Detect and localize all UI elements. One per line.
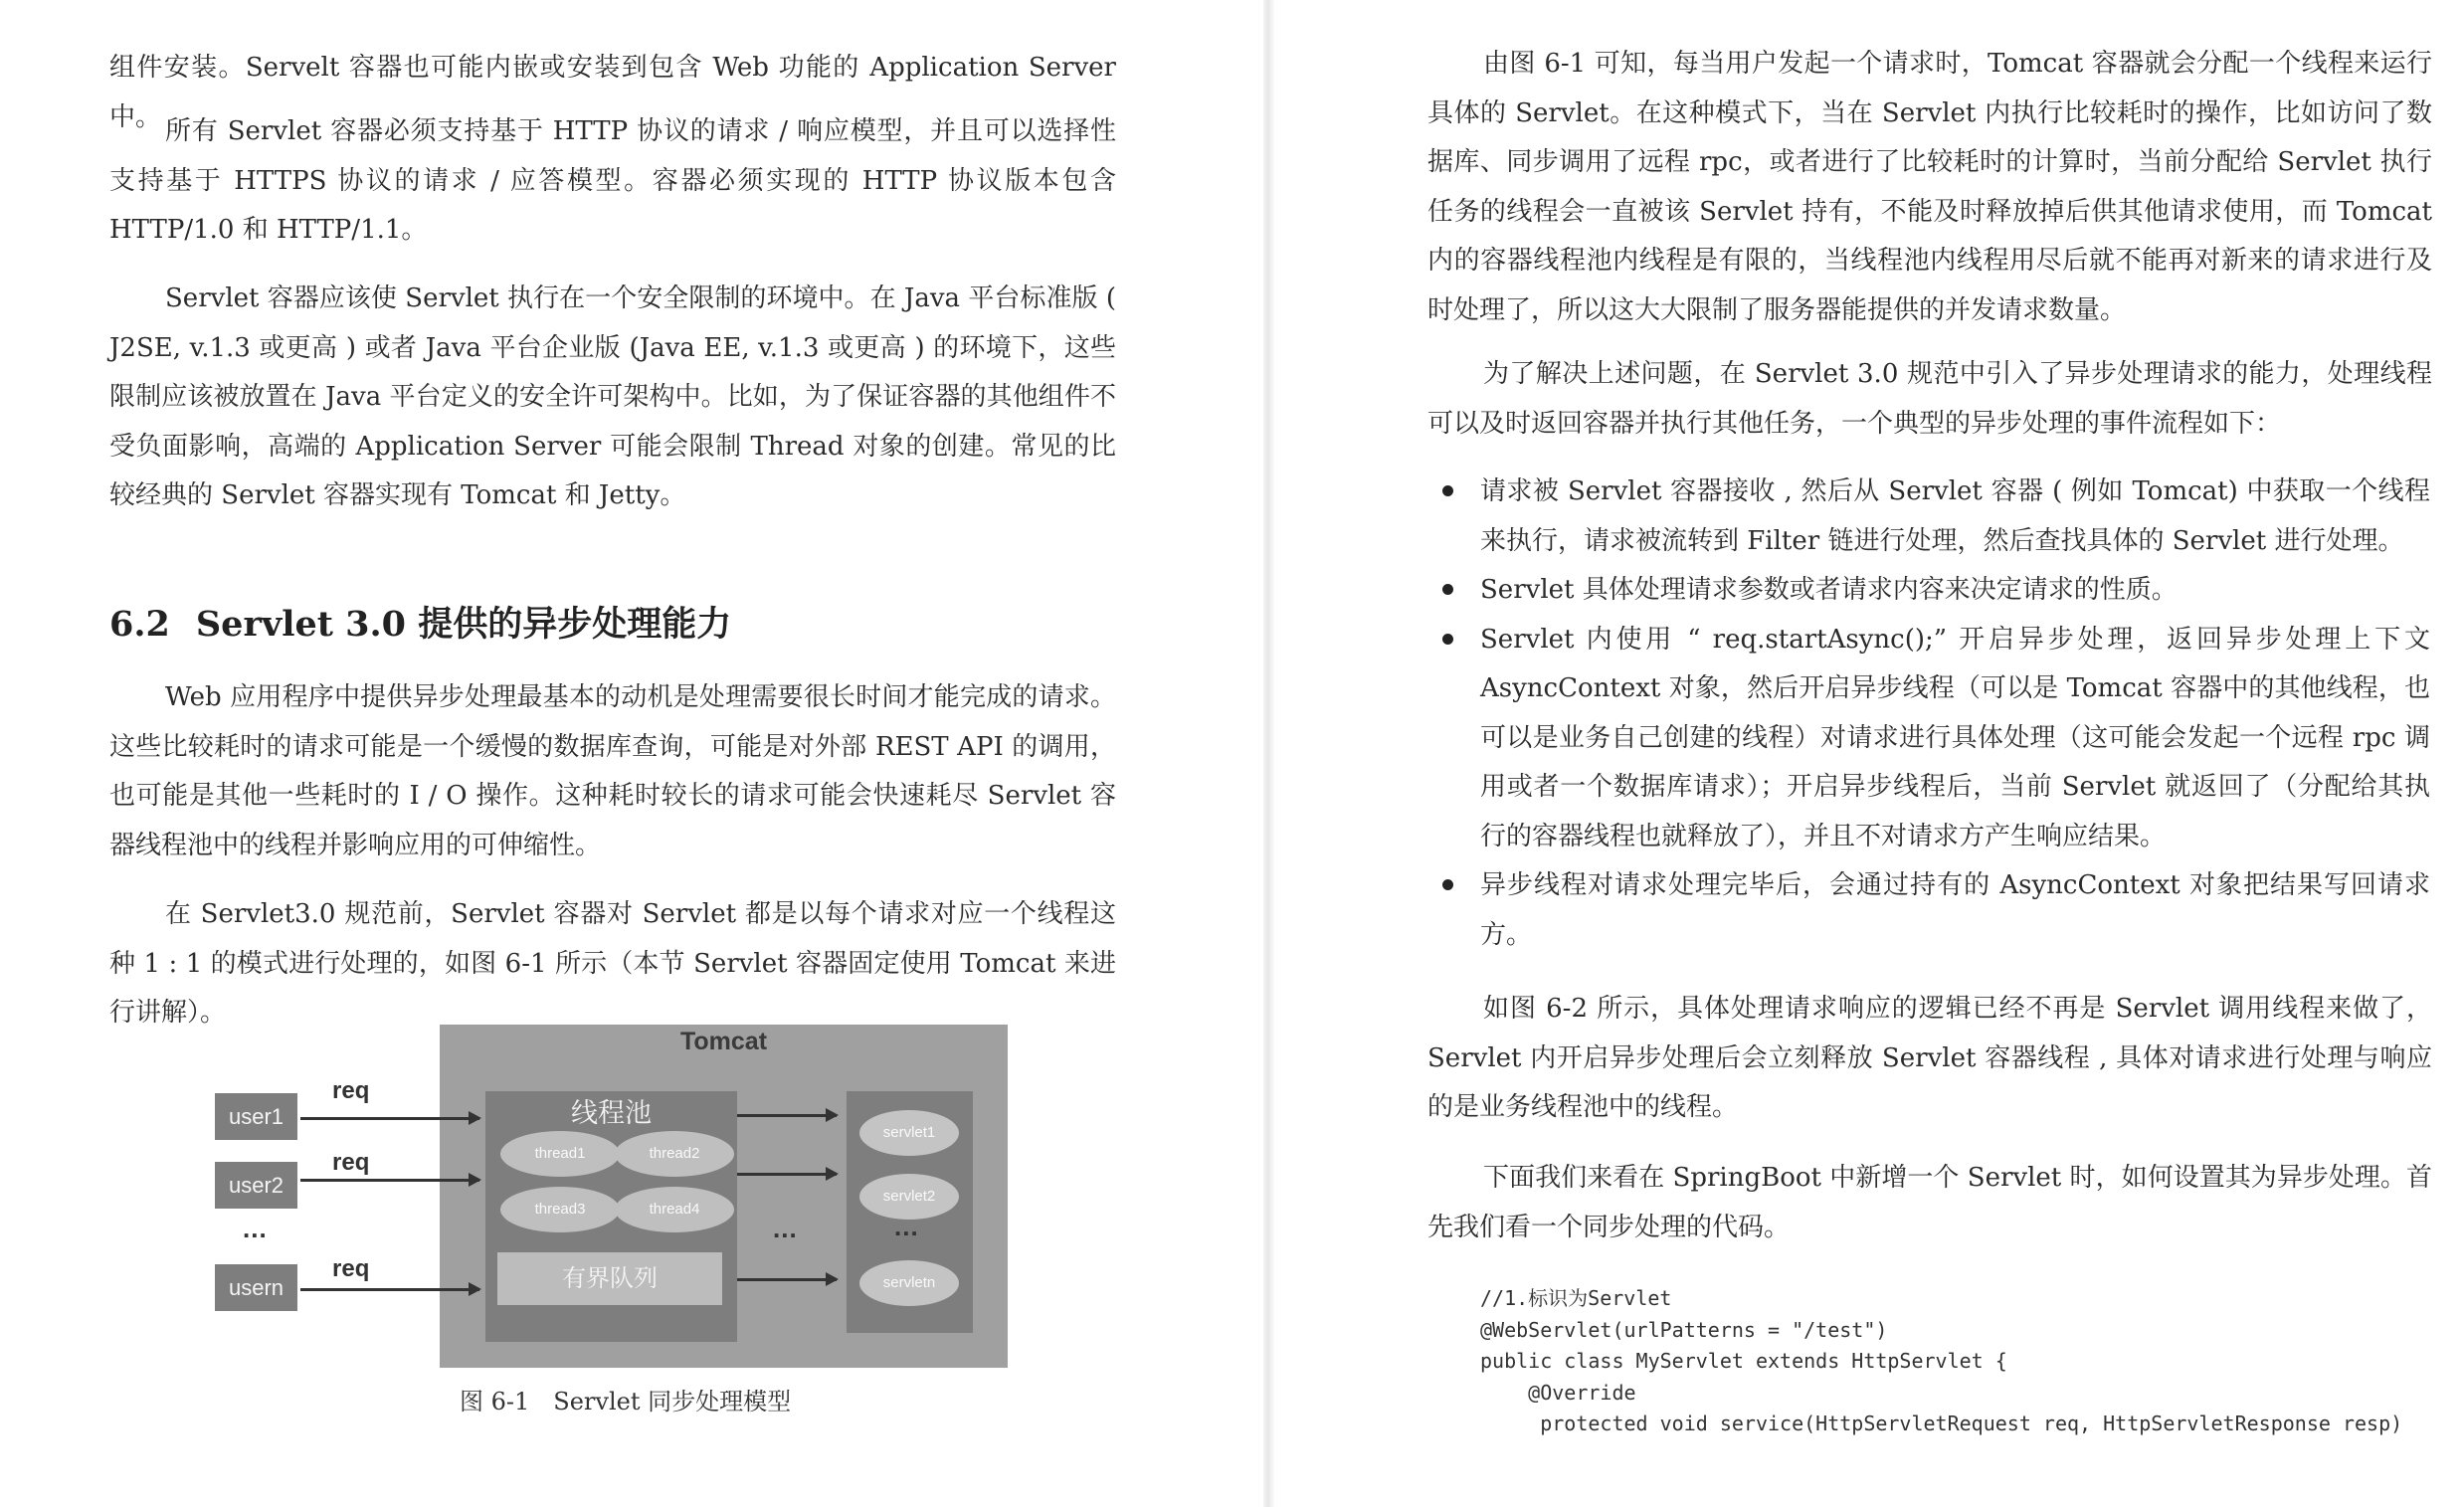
thread-pool-label: 线程池 bbox=[571, 1098, 652, 1128]
section-number: 6.2 bbox=[109, 604, 170, 645]
figure-servlet-sync-model bbox=[209, 1020, 1035, 1373]
thread-node: thread2 bbox=[615, 1131, 734, 1177]
thread-node: thread4 bbox=[615, 1187, 734, 1232]
paragraph: 由图 6-1 可知，每当用户发起一个请求时，Tomcat 容器就会分配一个线程来运行具体的 Servlet。在这种模式下，当在 Servlet 内执行比较耗时的操作，比如访问了数据库、同步调用了远程 rpc，或者进行了比较耗时的计算时，当前分配给 Servlet 执行任务的线程会一直被该 Servlet 持有，不能及时释放掉后供其他请求使用，而 Tomcat 内的容器线程池内线程是有限的，当线程池内线程用尽后就不能再对新来的请求进行及时处理了，所以这大大限制了服务器能提供的并发请求数量。 bbox=[1427, 49, 2432, 325]
dispatch-arrow bbox=[737, 1114, 837, 1117]
section-title: Servlet 3.0 提供的异步处理能力 bbox=[195, 604, 732, 645]
dispatch-arrow bbox=[737, 1278, 837, 1281]
request-arrow bbox=[300, 1288, 479, 1291]
servlet-node: servlet1 bbox=[859, 1110, 959, 1156]
thread-node: thread3 bbox=[500, 1187, 620, 1232]
paragraph: 如图 6-2 所示，具体处理请求响应的逻辑已经不再是 Servlet 调用线程来做了，Servlet 内开启异步处理后会立刻释放 Servlet 容器线程 , 具体对请求进行处理与响应的是业务线程池中的线程。 bbox=[1427, 994, 2432, 1122]
bounded-queue: 有界队列 bbox=[497, 1252, 722, 1305]
bullet-icon bbox=[1442, 634, 1453, 645]
tomcat-label: Tomcat bbox=[679, 1028, 768, 1055]
paragraph: 组件安装。Servelt 容器也可能内嵌或安装到包含 Web 功能的 Application Server 中。 bbox=[109, 53, 1116, 132]
section-heading bbox=[109, 597, 731, 647]
event-flow-list bbox=[1480, 468, 2430, 960]
user-box: user2 bbox=[215, 1162, 297, 1209]
paragraph: Web 应用程序中提供异步处理最基本的动机是处理需要很长时间才能完成的请求。这些比较耗时的请求可能是一个缓慢的数据库查询，可能是对外部 REST API 的调用，也可能是其他一些耗时的 I / O 操作。这种耗时较长的请求可能会快速耗尽 Servlet 容器线程池中的线程并影响应用的可伸缩性。 bbox=[109, 682, 1116, 860]
list-item: 异步线程对请求处理完毕后，会通过持有的 AsyncContext 对象把结果写回请求方。 bbox=[1480, 861, 2430, 960]
paragraph: 在 Servlet3.0 规范前，Servlet 容器对 Servlet 都是以每个请求对应一个线程这种 1 : 1 的模式进行处理的，如图 6-1 所示（本节 Servlet 容器固定使用 Tomcat 来进行讲解）。 bbox=[109, 899, 1116, 1028]
book-gutter bbox=[1263, 0, 1274, 1507]
paragraph: 下面我们来看在 SpringBoot 中新增一个 Servlet 时，如何设置其为异步处理。首先我们看一个同步处理的代码。 bbox=[1427, 1163, 2432, 1242]
req-label: req bbox=[332, 1149, 370, 1176]
dispatch-ellipsis: ... bbox=[773, 1214, 798, 1243]
bullet-icon bbox=[1442, 485, 1453, 496]
list-item: Servlet 内使用 “ req.startAsync();” 开启异步处理，返回异步处理上下文 AsyncContext 对象，然后开启异步线程（可以是 Tomcat 容器中的其他线程，也可以是业务自己创建的线程）对请求进行具体处理（这可能会发起一个远程 rpc 调用或者一个数据库请求）；开启异步线程后，当前 Servlet 就返回了（分配给其执行的容器线程也就释放了），并且不对请求方产生响应结果。 bbox=[1480, 616, 2430, 862]
user-ellipsis: ... bbox=[243, 1214, 268, 1243]
dispatch-arrow bbox=[737, 1173, 837, 1176]
paragraph: Servlet 容器应该使 Servlet 执行在一个安全限制的环境中。在 Java 平台标准版 ( J2SE, v.1.3 或更高 ) 或者 Java 平台企业版 (Java EE, v.1.3 或更高 ) 的环境下，这些限制应该被放置在 Java 平台定义的安全许可架构中。比如，为了保证容器的其他组件不受负面影响，高端的 Application Server 可能会限制 Thread 对象的创建。常见的比较经典的 Servlet 容器实现有 Tomcat 和 Jetty。 bbox=[109, 283, 1116, 510]
req-label: req bbox=[332, 1255, 370, 1282]
bullet-icon bbox=[1442, 584, 1453, 595]
servlet-node: servletn bbox=[859, 1260, 959, 1306]
servlet-node: servlet2 bbox=[859, 1174, 959, 1220]
paragraph: 为了解决上述问题，在 Servlet 3.0 规范中引入了异步处理请求的能力，处理线程可以及时返回容器并执行其他任务，一个典型的异步处理的事件流程如下： bbox=[1427, 359, 2432, 439]
user-box: usern bbox=[215, 1264, 297, 1311]
paragraph: 所有 Servlet 容器必须支持基于 HTTP 协议的请求 / 响应模型，并且可以选择性支持基于 HTTPS 协议的请求 / 应答模型。容器必须实现的 HTTP 协议版本包含 HTTP/1.0 和 HTTP/1.1。 bbox=[109, 116, 1116, 245]
list-item: Servlet 具体处理请求参数或者请求内容来决定请求的性质。 bbox=[1480, 566, 2430, 616]
request-arrow bbox=[300, 1179, 479, 1182]
request-arrow bbox=[300, 1117, 479, 1120]
figure-caption: 图 6-1 Servlet 同步处理模型 bbox=[460, 1388, 792, 1415]
code-block: //1.标识为Servlet @WebServlet(urlPatterns = "/test") public class MyServlet extends HttpServlet { @Override protected void service(HttpServletRequest req, HttpServletResponse resp) bbox=[1480, 1286, 2403, 1435]
bullet-icon bbox=[1442, 879, 1453, 890]
servlet-ellipsis: ... bbox=[894, 1212, 919, 1241]
user-box: user1 bbox=[215, 1093, 297, 1140]
req-label: req bbox=[332, 1077, 370, 1104]
list-item: 请求被 Servlet 容器接收 , 然后从 Servlet 容器 ( 例如 Tomcat) 中获取一个线程来执行，请求被流转到 Filter 链进行处理，然后查找具体的 Servlet 进行处理。 bbox=[1480, 468, 2430, 566]
thread-node: thread1 bbox=[500, 1131, 620, 1177]
